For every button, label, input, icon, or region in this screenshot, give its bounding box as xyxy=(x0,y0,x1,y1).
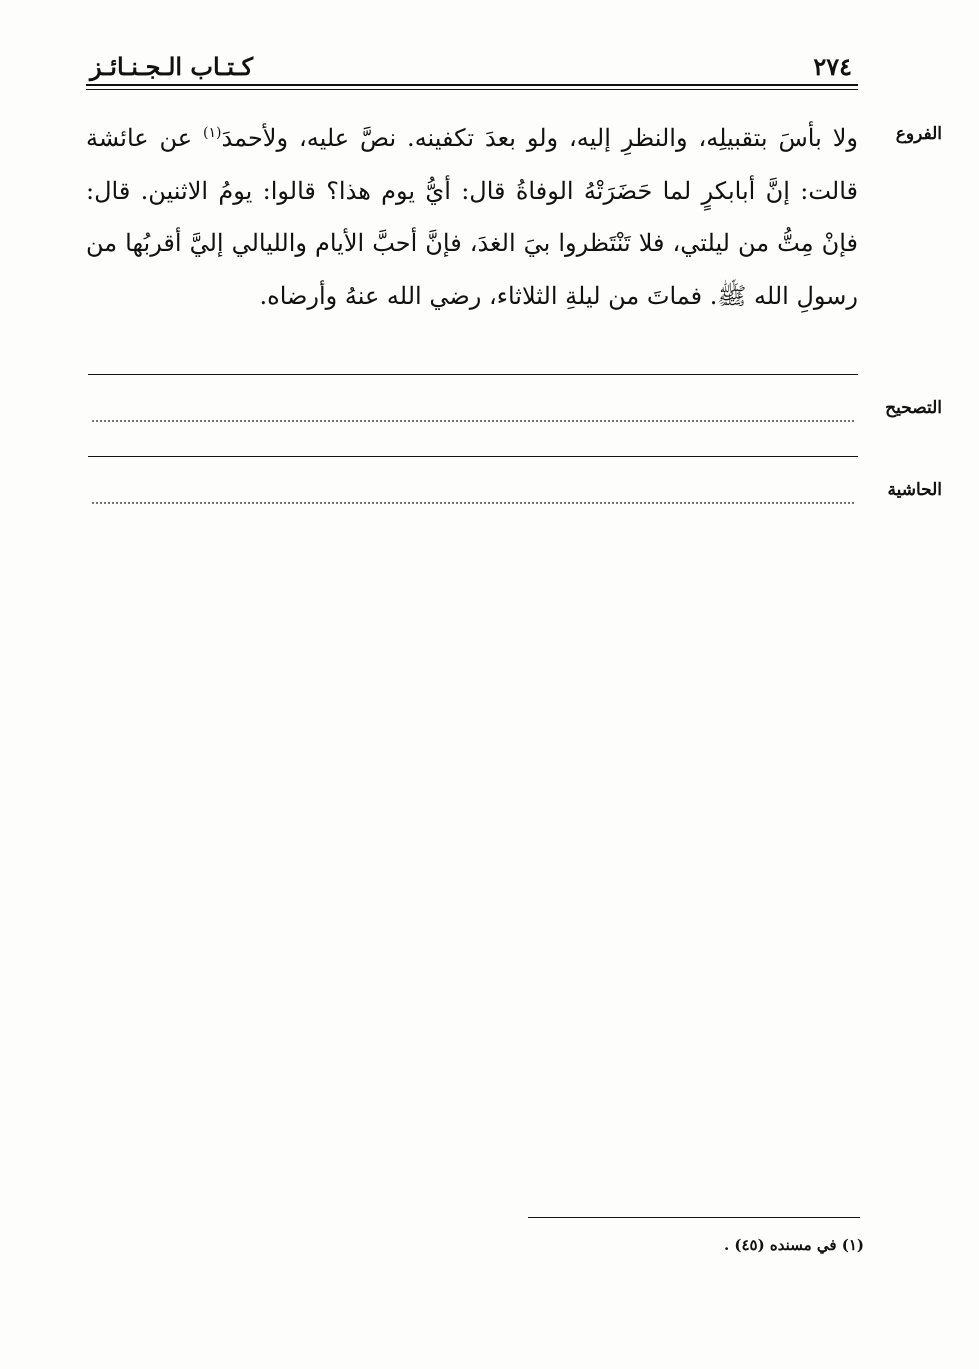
main-paragraph xyxy=(86,112,858,322)
page-number: ٢٧٤ xyxy=(813,52,852,81)
footnote-1: (١) في مسنده (٤٥) . xyxy=(723,1236,864,1254)
main-text-part1: ولا بأسَ بتقبيلِه، والنظرِ إليه، ولو بعدَ تكفينه. نصَّ عليه، ولأحمدَ xyxy=(221,124,858,152)
footnote-ref: (١) xyxy=(203,125,222,141)
margin-label-hashiya: الحاشية xyxy=(887,480,942,500)
margin-label-tashih: التصحيح xyxy=(885,398,942,418)
footnote-rule xyxy=(528,1217,860,1218)
hashiya-dotted-line xyxy=(92,502,854,504)
main-text-part2: عن عائشة قالت: إنَّ أبابكرٍ لما حَضَرَتْهُ الوفاةُ قال: أيُّ يوم هذا؟ قالوا: يومُ الاثنين. قال: فإنْ مِتُّ من ليلتي، فلا تَنْتَظروا بيَ الغدَ، فإنَّ أحبَّ الأيام والليالي إليَّ أقربُها من رسولِ الله ﷺ. فماتَ من ليلةِ الثلاثاء، رضي الله عنهُ وأرضاه. xyxy=(86,124,858,310)
header-rule xyxy=(86,84,858,86)
margin-label-furu: الفروع xyxy=(895,124,942,144)
running-title: كـتـاب الـجـنـائـز xyxy=(90,52,254,81)
main-text xyxy=(86,112,858,322)
tashih-dotted-line xyxy=(92,420,854,422)
section-rule-top xyxy=(88,374,858,375)
section-rule-middle xyxy=(88,456,858,457)
header-rule-thin xyxy=(86,89,858,90)
page-header xyxy=(86,50,858,90)
